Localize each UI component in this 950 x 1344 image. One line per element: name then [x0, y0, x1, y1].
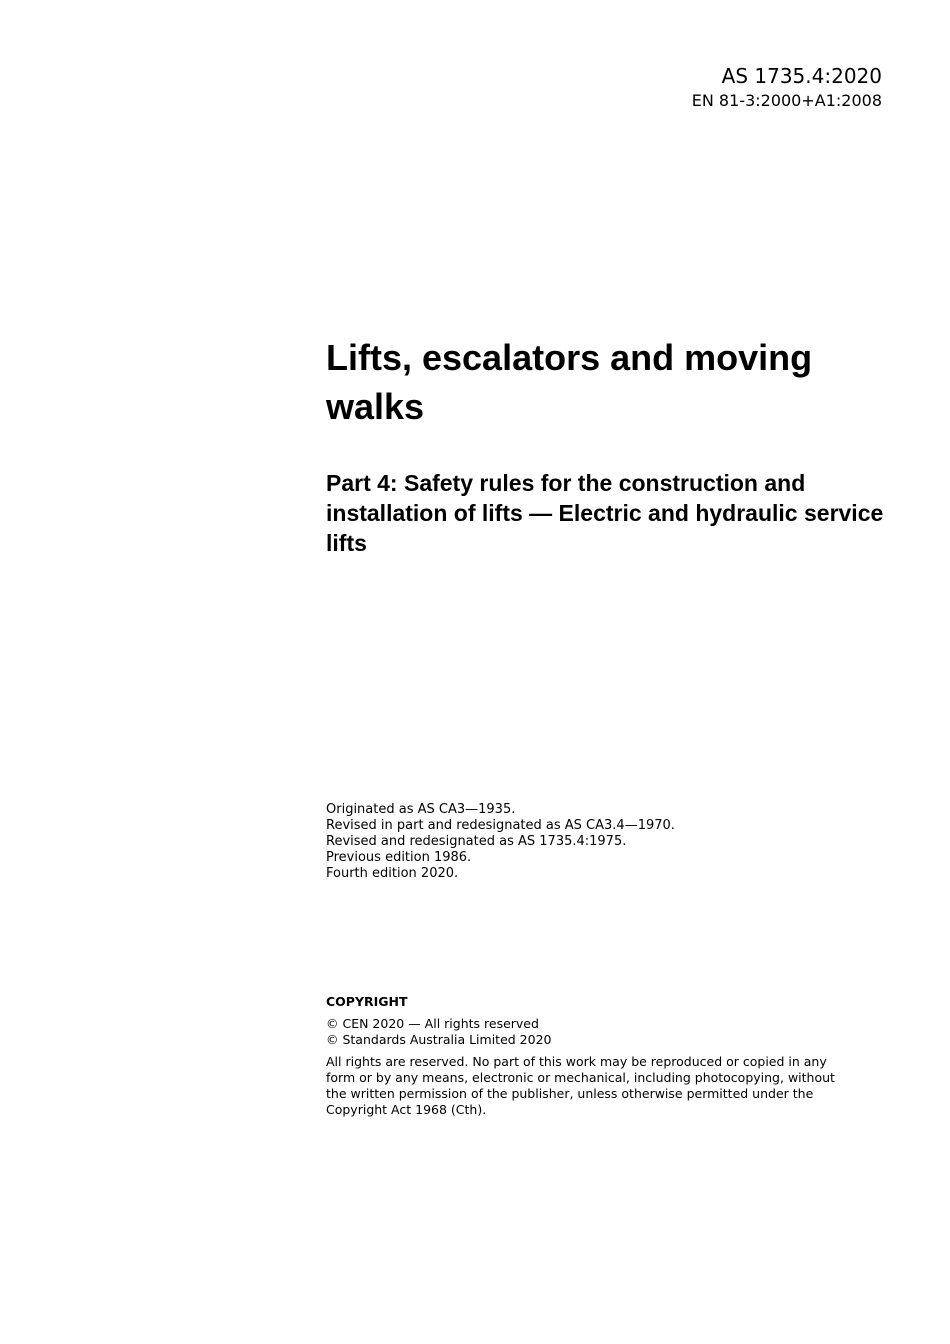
- copyright-holder: © Standards Australia Limited 2020: [326, 1032, 552, 1047]
- copyright-holders: [326, 1016, 856, 1048]
- copyright-notice: All rights are reserved. No part of this work may be reproduced or copied in any form or by any means, electronic or mechanical, including photocopying, without the written permission of the publisher, unless otherwise permitted under the Copyright Act 1968 (Cth).: [326, 1054, 835, 1117]
- publication-history: [326, 802, 675, 882]
- history-line: Originated as AS CA3—1935.: [326, 802, 516, 817]
- history-line: Revised in part and redesignated as AS CA3.4—1970.: [326, 818, 675, 833]
- equivalent-standard-number: EN 81-3:2000+A1:2008: [691, 91, 882, 110]
- main-title: Lifts, escalators and moving walks: [326, 337, 813, 427]
- copyright-heading: COPYRIGHT: [326, 994, 408, 1009]
- copyright-section: [326, 994, 856, 1118]
- standard-number: AS 1735.4:2020: [721, 64, 882, 88]
- part-title: Part 4: Safety rules for the construction and installation of lifts — Electric and hydraulic service lifts: [326, 470, 884, 556]
- title-block: [326, 333, 886, 558]
- history-line: Previous edition 1986.: [326, 850, 472, 865]
- copyright-holder: © CEN 2020 — All rights reserved: [326, 1016, 539, 1031]
- history-line: Fourth edition 2020.: [326, 866, 459, 881]
- history-line: Revised and redesignated as AS 1735.4:1975.: [326, 834, 627, 849]
